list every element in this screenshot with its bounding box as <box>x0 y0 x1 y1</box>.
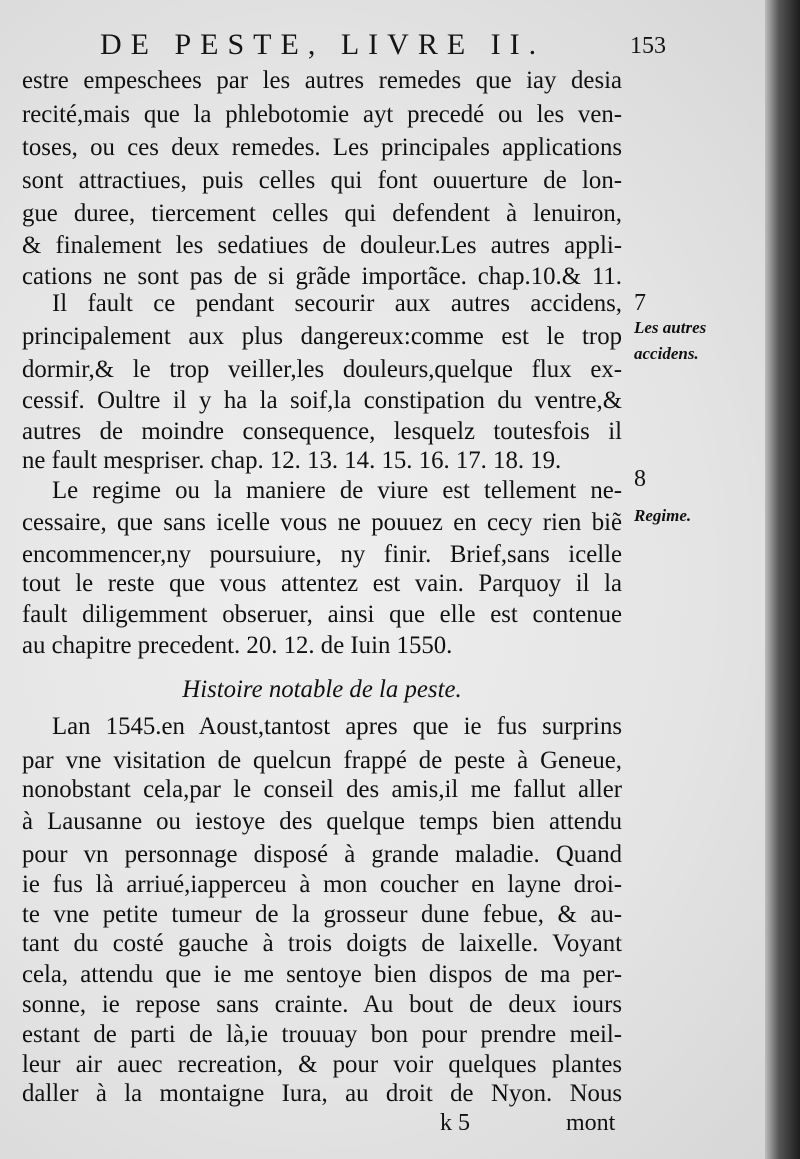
text-line: recité,mais que la phlebotomie ayt precedé ou les ven- <box>22 101 622 128</box>
margin-note: Les autres <box>634 318 707 337</box>
text-line: daller à la montaigne Iura, au droit de Nyon. Nous <box>22 1080 622 1107</box>
text-line: fault diligemment obseruer, ainsi que elle est contenue <box>22 601 622 628</box>
text-line: au chapitre precedent. 20. 12. de Iuin 1550. <box>22 632 453 659</box>
text-line: leur air auec recreation, & pour voir quelques plantes <box>22 1051 622 1078</box>
text-line: cations ne sont pas de si grãde importãce. chap.10.& 11. <box>22 263 622 290</box>
text-line: & finalement les sedatiues de douleur.Les autres appli- <box>22 232 622 259</box>
text-line: sont attractiues, puis celles qui font ouuerture de lon- <box>22 167 622 194</box>
text-line: tout le reste que vous attentez est vain. Parquoy il la <box>22 570 622 597</box>
text-line: ne fault mespriser. chap. 12. 13. 14. 15. 16. 17. 18. 19. <box>22 447 562 474</box>
text-line: cela, attendu que ie me sentoye bien dispos de ma per- <box>22 961 622 988</box>
text-line: nonobstant cela,par le conseil des amis,il me fallut aller <box>22 776 622 803</box>
text-line: dormir,& le trop veiller,les douleurs,quelque flux ex- <box>22 356 622 383</box>
text-line: tant du costé gauche à trois doigts de laixelle. Voyant <box>22 930 622 957</box>
margin-number: 8 <box>634 466 646 492</box>
margin-note: Regime. <box>634 506 692 525</box>
text-line: par vne visitation de quelcun frappé de peste à Geneue, <box>22 747 622 774</box>
text-line: principalement aux plus dangereux:comme est le trop <box>22 323 622 350</box>
text-line: cessif. Oultre il y ha la soif,la constipation du ventre,& <box>22 387 622 414</box>
text-line: ie fus là arriué,iapperceu à mon coucher en layne droi- <box>22 871 622 898</box>
text-line: sonne, ie repose sans crainte. Au bout de deux iours <box>22 991 622 1018</box>
text-line: cessaire, que sans icelle vous ne pouuez en cecy rien biẽ <box>22 509 622 536</box>
text-line: autres de moindre consequence, lesquelz toutesfois il <box>22 418 622 445</box>
page-number: 153 <box>630 33 666 59</box>
text-line: estant de parti de là,ie trouuay bon pour prendre meil- <box>22 1021 622 1048</box>
text-line: encommencer,ny poursuiure, ny finir. Brief,sans icelle <box>22 541 622 568</box>
section-heading: Histoire notable de la peste. <box>182 676 462 703</box>
margin-note: accidens. <box>634 344 699 363</box>
running-title: DE PESTE, LIVRE II. <box>100 28 546 61</box>
text-line: estre empeschees par les autres remedes que iay desia <box>22 67 622 94</box>
text-line: te vne petite tumeur de la grosseur dune febue, & au- <box>22 901 622 928</box>
text-line: Il fault ce pendant secourir aux autres accidens, <box>52 290 622 317</box>
book-gutter <box>765 0 800 1159</box>
catchword: mont <box>566 1110 616 1136</box>
text-line: toses, ou ces deux remedes. Les principales applications <box>22 134 622 161</box>
text-line: gue duree, tiercement celles qui defendent à lenuiron, <box>22 200 622 227</box>
margin-number: 7 <box>634 290 646 316</box>
text-line: pour vn personnage disposé à grande maladie. Quand <box>22 841 622 868</box>
signature-mark: k 5 <box>440 1110 470 1136</box>
text-line: à Lausanne ou iestoye des quelque temps bien attendu <box>22 808 622 835</box>
text-line: Le regime ou la maniere de viure est tellement ne- <box>52 477 622 504</box>
text-line: Lan 1545.en Aoust,tantost apres que ie fus surprins <box>52 713 622 740</box>
